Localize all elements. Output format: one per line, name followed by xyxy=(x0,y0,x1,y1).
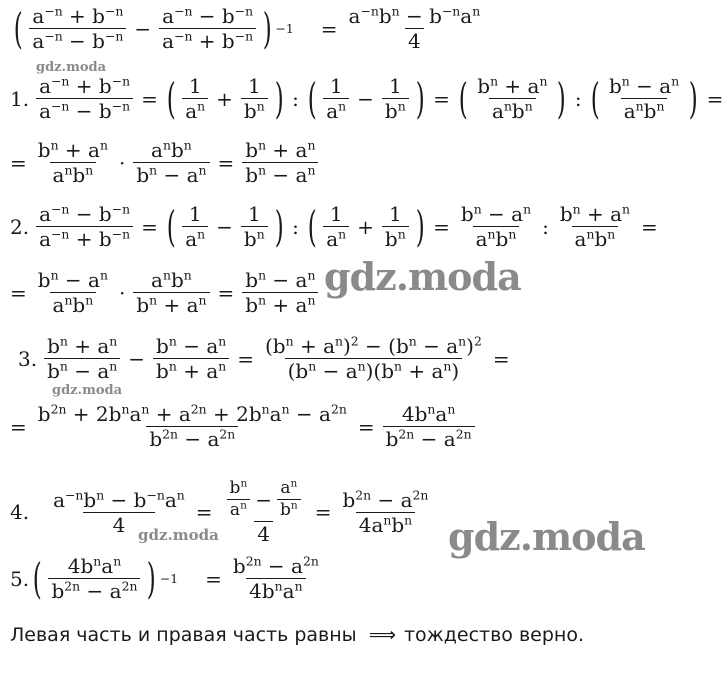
header-equation: ( $\frac{a^{-n} + b^{-n}}{a^{-n} - b^{-n}}$ − $\frac{a^{-n} - b^{-n}}{a^{-n} + b^{-n}}$ ) −1 = $\frac{a^{-n}b^n - b^{-n}a^n}{4}$ xyxy=(13,3,481,53)
watermark: gdz.moda xyxy=(52,383,123,398)
step-label: 1. xyxy=(10,86,30,111)
step-label: 3. xyxy=(18,346,38,371)
step-label: 4. xyxy=(10,500,30,524)
implies-arrow: ⟹ xyxy=(368,624,396,646)
step-2-line-1: 2. $\frac{a^{-n} - b^{-n}}{a^{-n} + b^{-n}}$ = ( $\frac{1}{a^n}$ − $\frac{1}{b^n}$ ) : ( $\frac{1}{a^n}$ + $\frac{1}{b^n}$ ) = $\frac{b^n - a^n}{a^nb^n}$ : $\frac{b^n + a^n}{a^nb^n}$ = xyxy=(10,201,658,251)
step-5: 5. ( $\frac{4b^na^n}{b^{2n} - a^{2n}}$ ) −1 = $\frac{b^{2n} - a^{2n}}{4b^na^n}$ xyxy=(10,553,319,603)
step-1-line-2: = $\frac{b^n + a^n}{a^nb^n}$ · $\frac{a^nb^n}{b^n - a^n}$ = $\frac{b^n + a^n}{b^n - a^n}$ xyxy=(10,140,321,185)
step-label: 2. xyxy=(10,214,30,239)
watermark: gdz.moda xyxy=(324,254,521,299)
watermark: gdz.moda xyxy=(138,526,219,544)
step-3-line-1: 3. $\frac{b^n + a^n}{b^n - a^n}$ − $\frac{b^n - a^n}{b^n + a^n}$ = $\frac{(b^n + a^n)^2 - (b^n - a^n)^2}{(b^n - a^n)(b^n + a^n)}$ = xyxy=(18,333,510,383)
conclusion-text: Левая часть и правая часть равны xyxy=(10,624,357,646)
watermark: gdz.moda xyxy=(448,514,645,559)
watermark: gdz.moda xyxy=(36,60,107,75)
step-3-line-2: = $\frac{b^{2n} + 2b^na^n + a^{2n} + 2b^na^n - a^{2n}}{b^{2n} - a^{2n}}$ = $\frac{4b^na^n}{b^{2n} - a^{2n}}$ xyxy=(10,404,478,449)
step-1-line-1: 1. $\frac{a^{-n} + b^{-n}}{a^{-n} - b^{-n}}$ = ( $\frac{1}{a^n}$ + $\frac{1}{b^n}$ ) : ( $\frac{1}{a^n}$ − $\frac{1}{b^n}$ ) = ( $\frac{b^n + a^n}{a^nb^n}$ ) : ( $\frac{b^n - a^n}{a^nb^n}$ ) = xyxy=(10,73,724,123)
step-4: 4. $\frac{a^{-n}b^n - b^{-n}a^n}{4}$ = $\frac{b^n}{a^n}$ − $\frac{a^n}{b^n}$ 4 = $\frac{b^{2n} - a^{2n}}{4a^nb^n}$ xyxy=(10,477,429,546)
conclusion xyxy=(10,626,584,645)
step-label: 5. xyxy=(10,566,30,591)
step-2-line-2: = $\frac{b^n - a^n}{a^nb^n}$ · $\frac{a^nb^n}{b^n + a^n}$ = $\frac{b^n - a^n}{b^n + a^n}$ xyxy=(10,270,321,315)
conclusion-result: тождество верно. xyxy=(403,624,584,646)
